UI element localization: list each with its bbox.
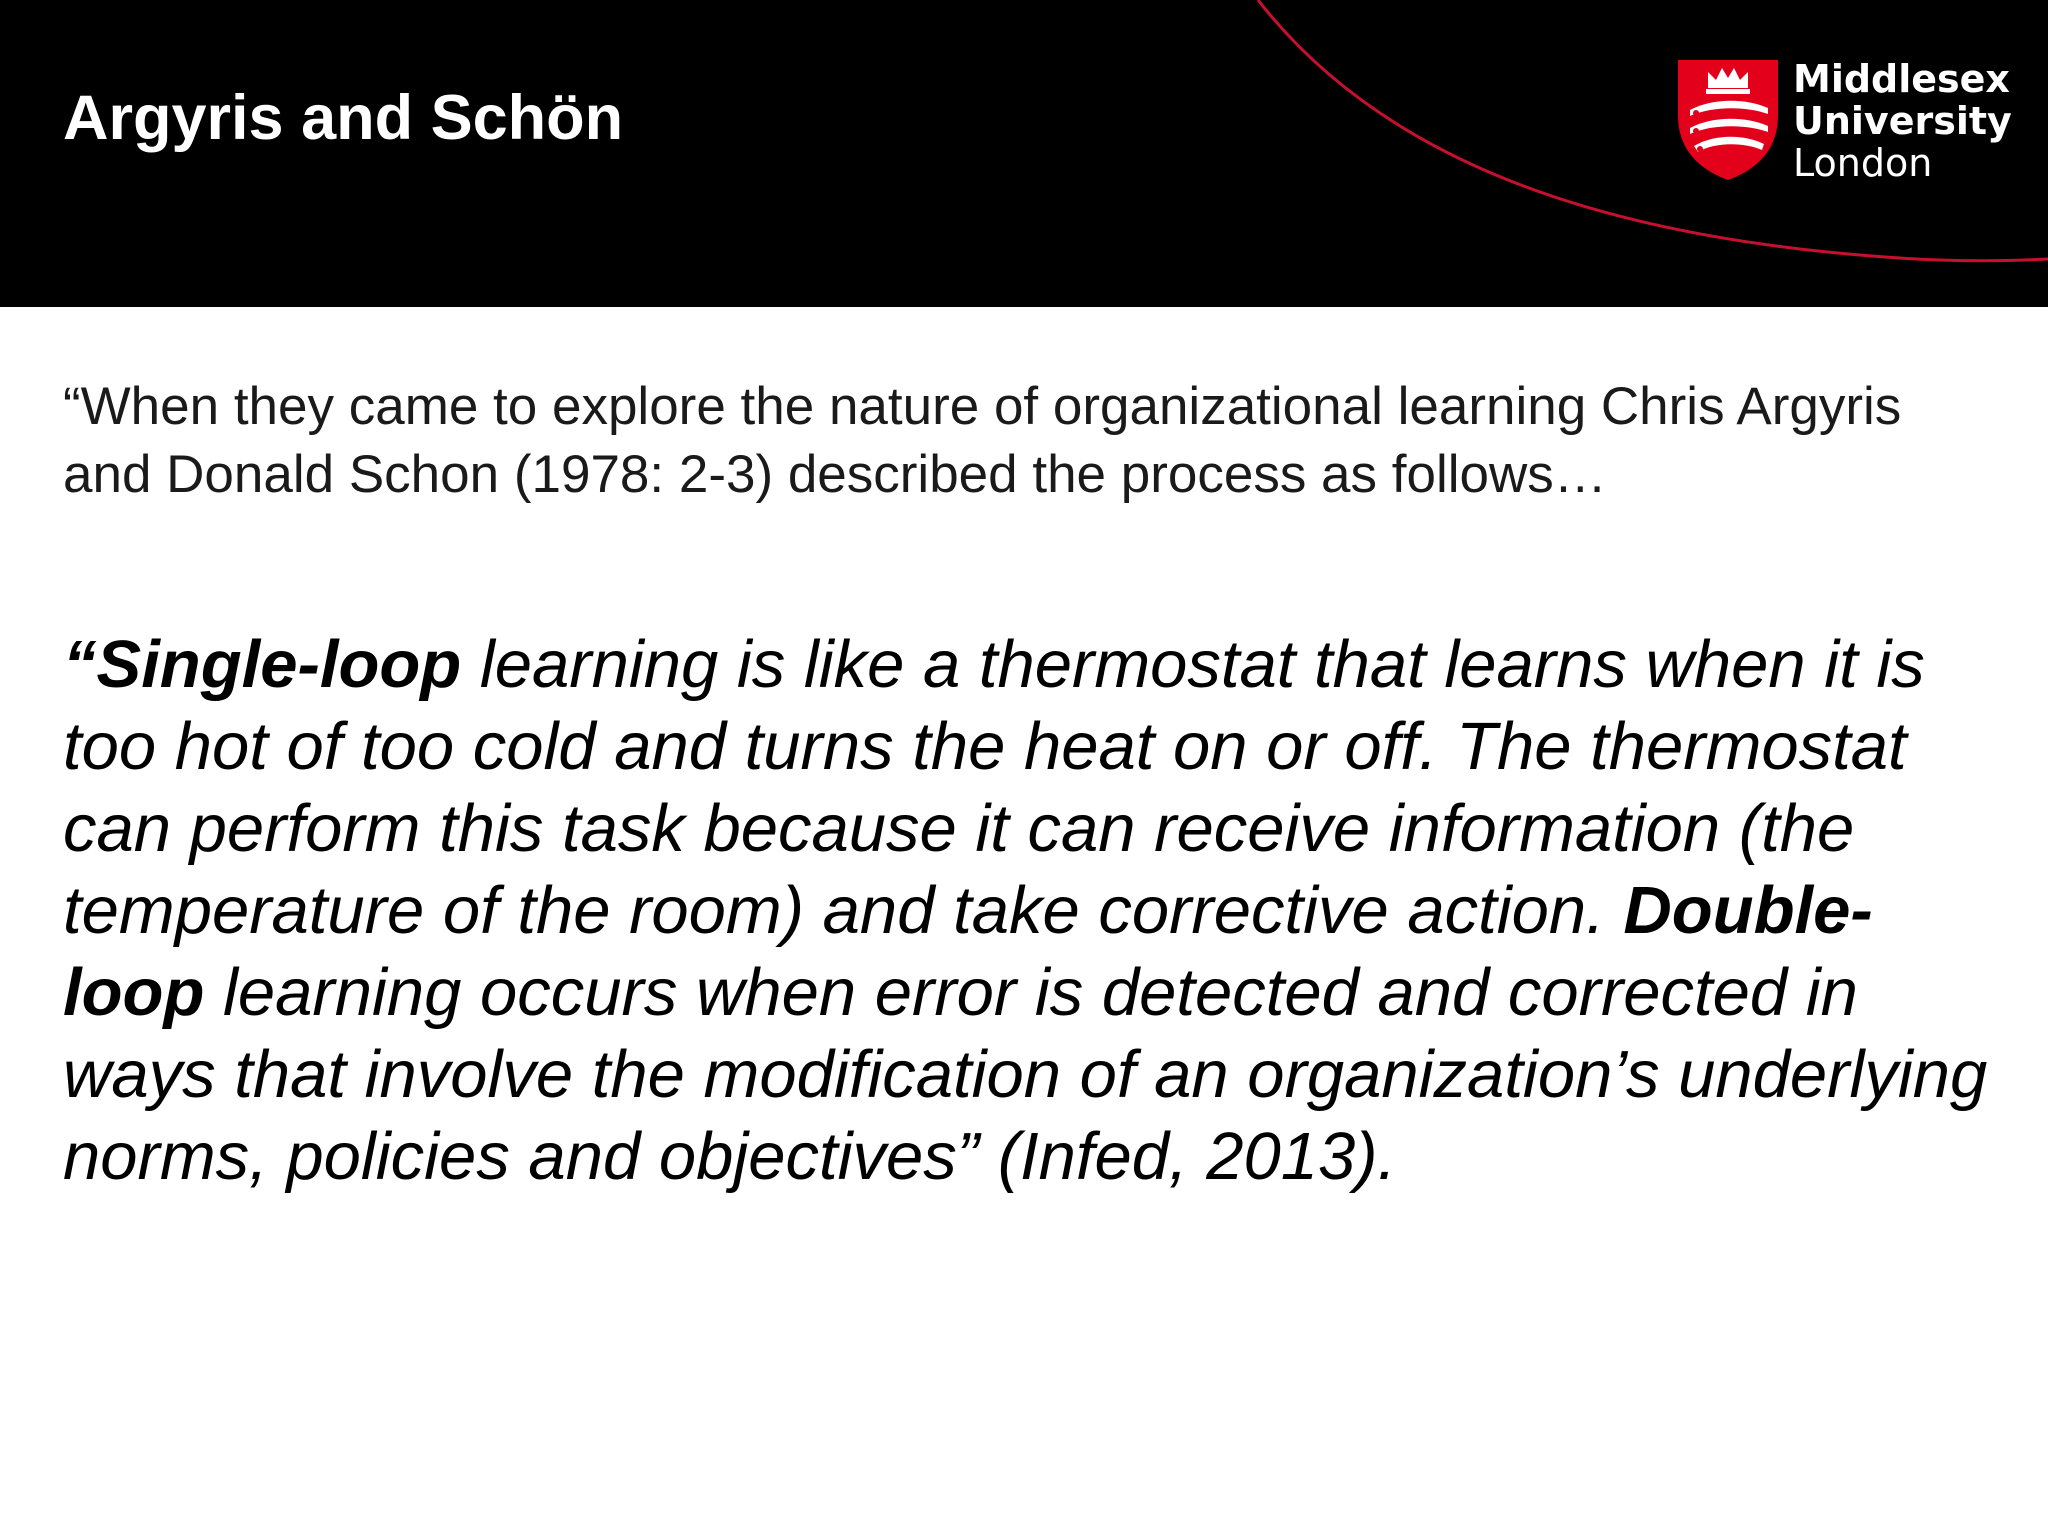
single-loop-term: “Single-loop <box>63 627 462 702</box>
university-logo <box>1676 57 2012 188</box>
logo-line-2: University <box>1793 99 2012 143</box>
quote-text-1: learning is like a thermostat that learns when it is too hot of too cold and turns the heat on or off. The thermostat can perform this task because it can receive information (the temperature of the room) and take corrective action. <box>63 627 1925 948</box>
intro-paragraph: “When they came to explore the nature of organizational learning Chris Argyris and Donald Schon (1978: 2-3) described the process as follows… <box>63 377 1902 504</box>
quote-text-2: learning occurs when error is detected and corrected in ways that involve the modification of an organization’s underlying norms, policies and objectives” (Infed, 2013). <box>63 955 1988 1194</box>
quote-paragraph <box>63 624 2003 1198</box>
double-loop-term: Double-loop <box>63 873 1873 1030</box>
slide-title: Argyris and Schön <box>63 83 624 153</box>
logo-line-3: London <box>1793 141 1933 185</box>
university-shield-icon <box>1676 58 1780 182</box>
logo-line-1: Middlesex <box>1793 57 2010 101</box>
slide-header <box>0 0 2048 307</box>
university-wordmark <box>1793 57 2012 185</box>
